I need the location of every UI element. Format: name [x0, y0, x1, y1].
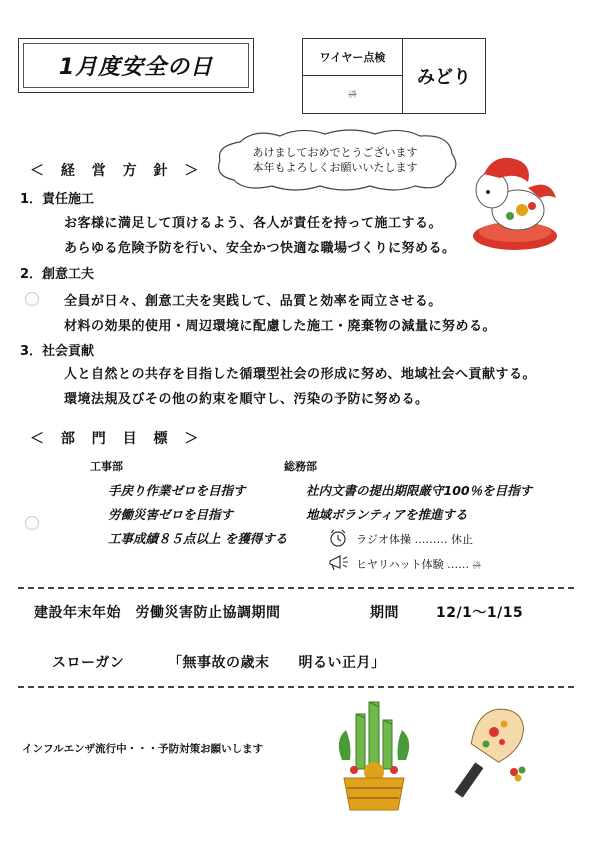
divider-top: [18, 587, 574, 589]
activity-row-1: [356, 531, 473, 547]
activity-1-dots: ………: [414, 533, 448, 546]
title-inner-frame: [23, 43, 249, 88]
general-goal-1: 社内文書の提出期限厳守100％を目指す: [306, 483, 533, 498]
construction-dept-label: 工事部: [90, 460, 123, 473]
punch-hole: [25, 292, 39, 306]
construction-goal-2: 労働災害ゼロを目指す: [108, 507, 234, 522]
policy-item-1-line-1: お客様に満足して頂けるよう、各人が責任を持って施工する。: [64, 216, 443, 231]
inspection-table: [302, 38, 486, 114]
policy-item-3-line-2: 環境法規及びその他の約束を順守し、汚染の予防に努める。: [64, 392, 429, 407]
policy-item-1-title: 1．責任施工: [20, 192, 95, 207]
slogan-text: 「無事故の歳末 明るい正月」: [168, 655, 386, 671]
activity-2-label: ヒヤリハット体験: [356, 558, 444, 571]
greeting-text: [210, 128, 460, 192]
megaphone-icon: [328, 553, 350, 573]
punch-hole: [25, 516, 39, 530]
slogan-label: スローガン: [52, 655, 125, 671]
inspection-stamp: 済: [348, 89, 357, 99]
policy-item-2-line-2: 材料の効果的使用・周辺環境に配慮した施工・廃棄物の減量に努める。: [64, 319, 497, 334]
inspection-label: ワイヤー点検: [303, 39, 402, 76]
general-dept-label: 総務部: [284, 460, 317, 473]
activity-2-status: 済: [472, 561, 481, 570]
hagoita-icon: [446, 700, 536, 805]
dept-heading: ＜ 部 門 目 標 ＞: [30, 431, 205, 447]
title-box: [18, 38, 254, 93]
general-goal-2: 地域ボランティアを推進する: [306, 507, 468, 522]
activity-row-2: [356, 556, 481, 572]
horse-ornament-icon: [470, 148, 560, 253]
policy-item-2-line-1: 全員が日々、創意工夫を実践して、品質と効率を両立させる。: [64, 294, 442, 309]
policy-item-1-line-2: あらゆる危険予防を行い、安全かつ快適な職場づくりに努める。: [64, 241, 456, 256]
greeting-line-1: あけましておめでとうございます: [252, 146, 418, 159]
activity-2-dots: ……: [447, 558, 470, 571]
alarm-clock-icon: [328, 528, 348, 548]
inspection-left-column: [303, 39, 403, 113]
construction-goal-1: 手戻り作業ゼロを目指す: [108, 483, 246, 498]
kadomatsu-icon: [332, 700, 416, 815]
construction-goal-3: 工事成績８５点以上 を獲得する: [108, 531, 288, 546]
activity-1-label: ラジオ体操: [356, 533, 411, 546]
policy-item-2-title: 2．創意工夫: [20, 267, 95, 282]
policy-item-3-title: 3．社会貢献: [20, 344, 95, 359]
inspection-stamp-cell: [303, 75, 402, 113]
greeting-line-2: 本年もよろしくお願いいたします: [252, 161, 418, 174]
greeting-cloud: [210, 128, 460, 192]
policy-item-3-line-1: 人と自然との共存を目指した循環型社会の形成に努め、地域社会へ貢献する。: [64, 367, 536, 382]
campaign-period-label: 期間: [370, 605, 399, 621]
campaign-title: 建設年末年始 労働災害防止協調期間: [34, 605, 281, 621]
campaign-period: 12/1～1/15: [436, 605, 524, 621]
team-name: みどり: [417, 67, 471, 88]
page-title: 1月度安全の日: [58, 55, 214, 80]
flu-notice: インフルエンザ流行中・・・予防対策お願いします: [22, 743, 264, 755]
activity-1-status: 休止: [451, 533, 473, 546]
divider-bottom: [18, 686, 574, 688]
policy-heading: ＜ 経 営 方 針 ＞: [30, 163, 205, 179]
